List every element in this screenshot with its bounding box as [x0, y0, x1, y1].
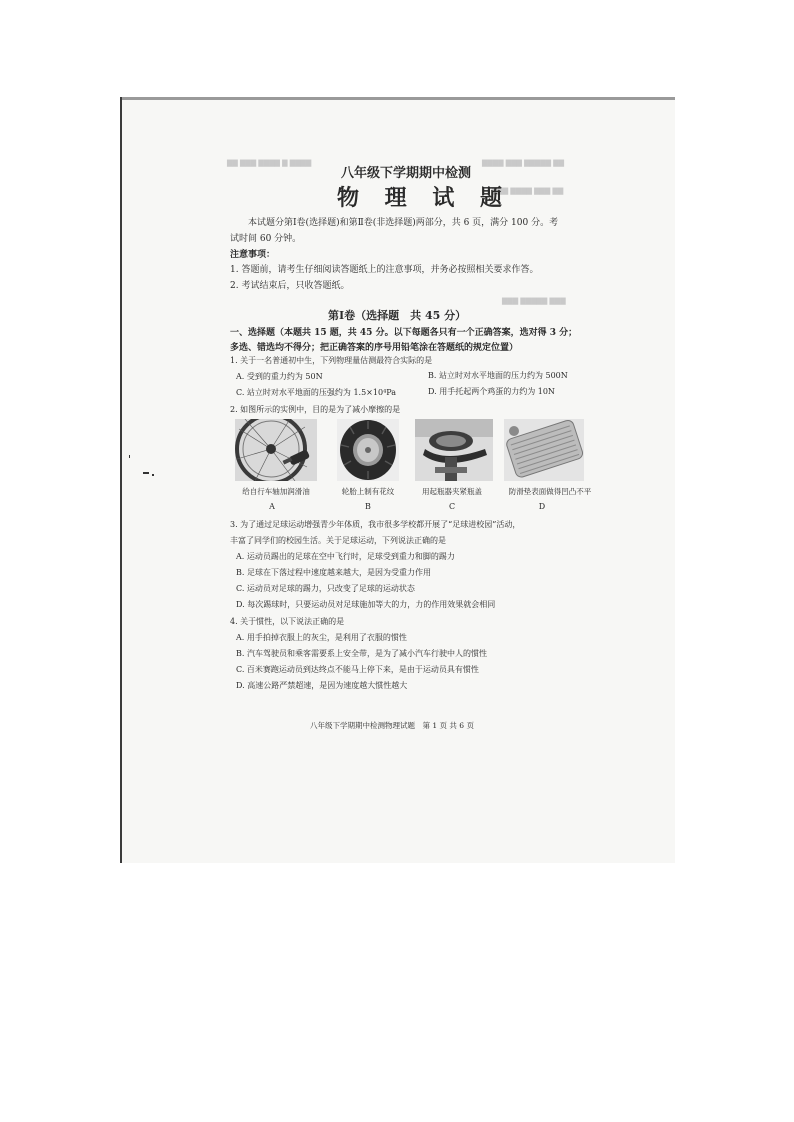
- intro-line-1: 本试题分第Ⅰ卷(选择题)和第Ⅱ卷(非选择题)两部分，共 6 页，满分 100 分。考: [248, 218, 559, 228]
- notes-heading: 注意事项：: [230, 250, 276, 260]
- q4-option-a: A. 用手拍掉衣服上的灰尘，是利用了衣服的惯性: [236, 633, 407, 642]
- q4-option-c: C. 百米赛跑运动员到达终点不能马上停下来，是由于运动员具有惯性: [236, 665, 479, 674]
- scan-top-edge: [122, 97, 675, 100]
- q1-option-b: B. 站立时对水平地面的压力约为 500N: [428, 371, 568, 380]
- q3-option-a: A. 运动员踢出的足球在空中飞行时，足球受到重力和脚的踢力: [236, 552, 455, 561]
- anti-slip-mat-image: [504, 419, 584, 481]
- notes-item-2: 2. 考试结束后，只收答题纸。: [230, 281, 350, 291]
- q3-stem-line-2: 丰富了同学们的校园生活。关于足球运动，下列说法正确的是: [230, 536, 446, 545]
- notes-item-1: 1. 答题前，请考生仔细阅读答题纸上的注意事项，并务必按照相关要求作答。: [230, 265, 539, 275]
- scan-speck: [152, 474, 154, 476]
- bleed-through-text: ▇▇▇▇ ▇▇▇ ▇▇▇▇▇ ▇▇: [482, 159, 565, 167]
- scan-speck: [129, 455, 130, 458]
- section-instruction-line-1: 一、选择题（本题共 15 题，共 45 分。以下每题各只有一个正确答案，选对得 3 分；: [230, 328, 578, 338]
- q1-stem: 1. 关于一名普通初中生，下列物理量估测最符合实际的是: [230, 356, 433, 365]
- part1-title: 第Ⅰ卷（选择题 共 45 分）: [328, 309, 467, 322]
- q3-stem-line-1: 3. 为了通过足球运动增强青少年体质，我市很多学校都开展了“足球进校园”活动，: [230, 520, 521, 529]
- bicycle-wheel-image: [235, 419, 317, 481]
- q2-stem: 2. 如图所示的实例中，目的是为了减小摩擦的是: [230, 405, 401, 414]
- q2-label-d: D: [538, 502, 546, 511]
- q2-label-a: A: [269, 502, 275, 511]
- q3-option-b: B. 足球在下落过程中速度越来越大，是因为受重力作用: [236, 568, 431, 577]
- q3-option-c: C. 运动员对足球的踢力，只改变了足球的运动状态: [236, 584, 415, 593]
- exam-title: 八年级下学期期中检测: [341, 166, 472, 181]
- q4-stem: 4. 关于惯性，以下说法正确的是: [230, 617, 345, 626]
- q2-caption-c: 用起瓶器夹紧瓶盖: [422, 487, 482, 496]
- bleed-through-text: ▇▇▇ ▇▇▇▇ ▇▇▇ ▇▇: [492, 187, 564, 195]
- q2-caption-a: 给自行车轴加润滑油: [242, 487, 310, 496]
- q2-caption-d: 防滑垫表面做得凹凸不平: [508, 487, 592, 496]
- q1-option-a: A. 受到的重力约为 50N: [236, 372, 323, 381]
- scan-speck: [143, 472, 149, 474]
- scanned-page: [120, 97, 675, 863]
- tire-image: [337, 419, 399, 481]
- q1-option-c: C. 站立时对水平地面的压强约为 1.5×10⁴Pa: [236, 388, 397, 397]
- q2-label-b: B: [365, 502, 371, 511]
- bottle-opener-image: [415, 419, 493, 481]
- q3-option-d: D. 每次踢球时，只要运动员对足球施加等大的力，力的作用效果就会相同: [236, 600, 496, 609]
- subject-title: 物 理 试 题: [337, 185, 511, 211]
- q2-label-c: C: [448, 502, 456, 511]
- intro-line-2: 试时间 60 分钟。: [230, 234, 302, 244]
- bleed-through-text: ▇▇▇ ▇▇▇▇▇ ▇▇▇: [502, 297, 566, 305]
- q1-option-d: D. 用手托起两个鸡蛋的力约为 10N: [428, 387, 555, 396]
- section-instruction-line-2: 多选、错选均不得分；把正确答案的序号用铅笔涂在答题纸的规定位置）: [230, 343, 519, 353]
- page-footer: 八年级下学期期中检测物理试题 第 1 页 共 6 页: [310, 721, 474, 730]
- bleed-through-text: ▇▇ ▇▇▇ ▇▇▇▇ ▇ ▇▇▇▇: [227, 159, 312, 167]
- q2-caption-b: 轮胎上制有花纹: [341, 487, 395, 496]
- q4-option-b: B. 汽车驾驶员和乘客需要系上安全带，是为了减小汽车行驶中人的惯性: [236, 649, 487, 658]
- q4-option-d: D. 高速公路严禁超速，是因为速度越大惯性越大: [236, 681, 408, 690]
